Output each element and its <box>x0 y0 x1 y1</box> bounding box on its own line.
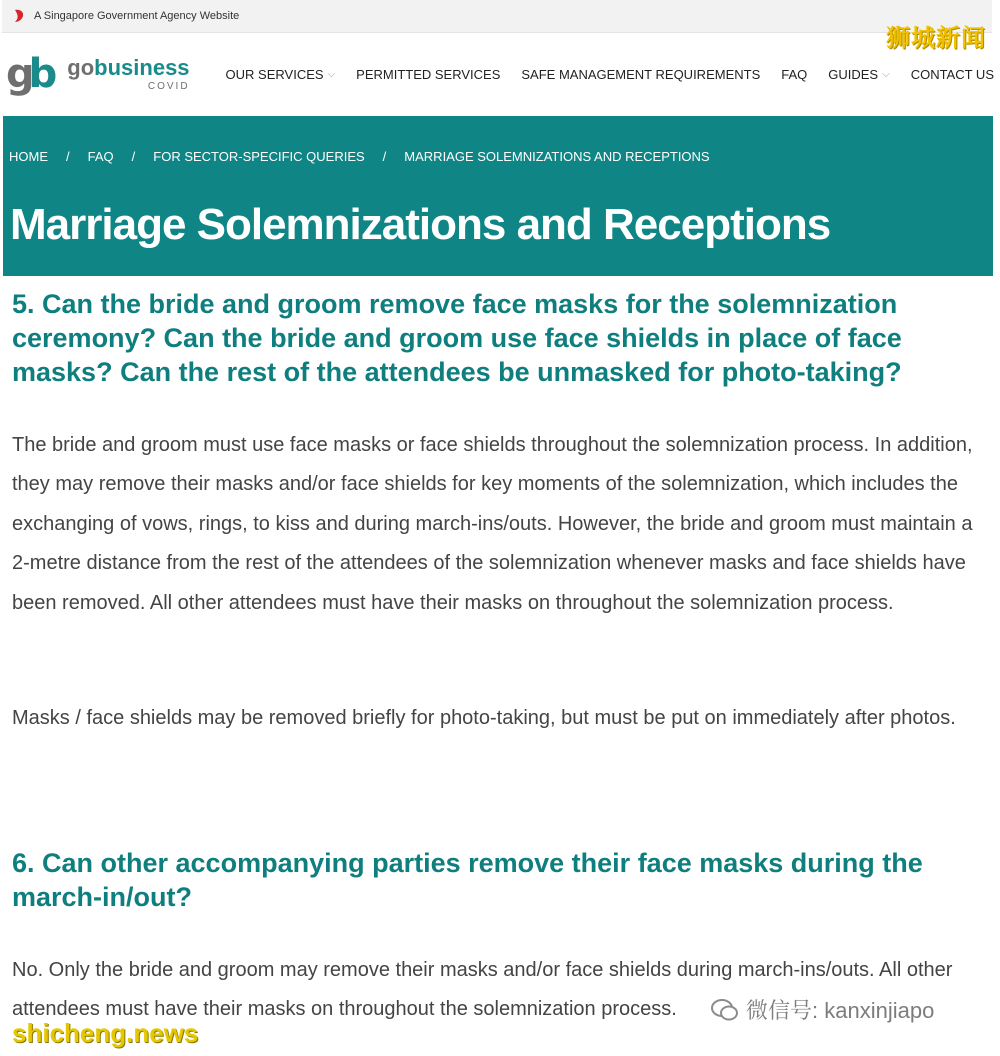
faq-answer-5-paragraph-2: Masks / face shields may be removed briefly for photo-taking, but must be put on immediately after photos. <box>12 707 956 729</box>
breadcrumb <box>9 149 710 164</box>
nav-faq[interactable]: FAQ <box>781 66 808 82</box>
main-nav <box>226 67 1000 82</box>
watermark-top: 狮城新闻 <box>886 24 986 52</box>
faq-question-6: 6. Can other accompanying parties remove their face masks during the march-in/out? <box>12 848 923 912</box>
breadcrumb-separator: / <box>131 149 136 164</box>
chevron-down-icon: ⌵ <box>327 68 336 80</box>
page-hero <box>3 116 993 276</box>
nav-contact-us[interactable]: CONTACT US <box>910 66 994 82</box>
nav-safe-management-requirements[interactable]: SAFE MANAGEMENT REQUIREMENTS <box>521 66 761 82</box>
site-watermark: shicheng.news <box>12 1018 199 1048</box>
breadcrumb-separator: / <box>382 149 387 164</box>
site-header <box>0 32 1000 116</box>
breadcrumb-separator: / <box>66 149 70 164</box>
breadcrumb-sector-queries[interactable]: FOR SECTOR-SPECIFIC QUERIES <box>153 149 365 164</box>
wechat-watermark: 微信号: kanxinjiapo <box>710 994 934 1025</box>
nav-our-services[interactable]: OUR SERVICES ⌵ <box>225 66 336 82</box>
wechat-icon <box>710 995 740 1025</box>
page-title: Marriage Solemnizations and Receptions <box>10 200 831 249</box>
breadcrumb-home[interactable]: HOME <box>9 149 48 164</box>
gov-banner <box>2 0 992 33</box>
nav-guides[interactable]: GUIDES ⌵ <box>828 66 890 82</box>
gov-banner-text: A Singapore Government Agency Website <box>34 10 240 22</box>
logo-subtitle: COVID <box>147 80 190 92</box>
faq-question-5: 5. Can the bride and groom remove face masks for the solemnization ceremony? Can the bride and groom use face shields in place of face masks? Can the rest of the attendees be unmasked for photo-taking? <box>12 289 902 387</box>
nav-permitted-services[interactable]: PERMITTED SERVICES <box>356 66 501 82</box>
site-logo[interactable] <box>6 51 190 97</box>
breadcrumb-current: MARRIAGE SOLEMNIZATIONS AND RECEPTIONS <box>404 149 710 164</box>
faq-answer-5-paragraph-1: The bride and groom must use face masks or face shields throughout the solemnization process. In addition, they may remove their masks and/or face shields for key moments of the solemnization, which includes the exchanging of vows, rings, to kiss and during march-ins/outs. However, the bride and groom must maintain a 2-metre distance from the rest of the attendees of the solemnization whenever masks and face shields have been removed. All other attendees must have their masks on throughout the solemnization process. <box>12 434 973 614</box>
chevron-down-icon: ⌵ <box>882 68 890 80</box>
singapore-lion-icon <box>12 8 28 24</box>
logo-mark: gb <box>6 51 52 97</box>
logo-wordmark: gobusiness COVID <box>67 54 190 92</box>
breadcrumb-faq[interactable]: FAQ <box>87 149 114 164</box>
faq-answer-6-paragraph-1: No. Only the bride and groom may remove their masks and/or face shields during march-ins/outs. All other attendees must have their masks on throughout the solemnization process. <box>12 959 953 1021</box>
